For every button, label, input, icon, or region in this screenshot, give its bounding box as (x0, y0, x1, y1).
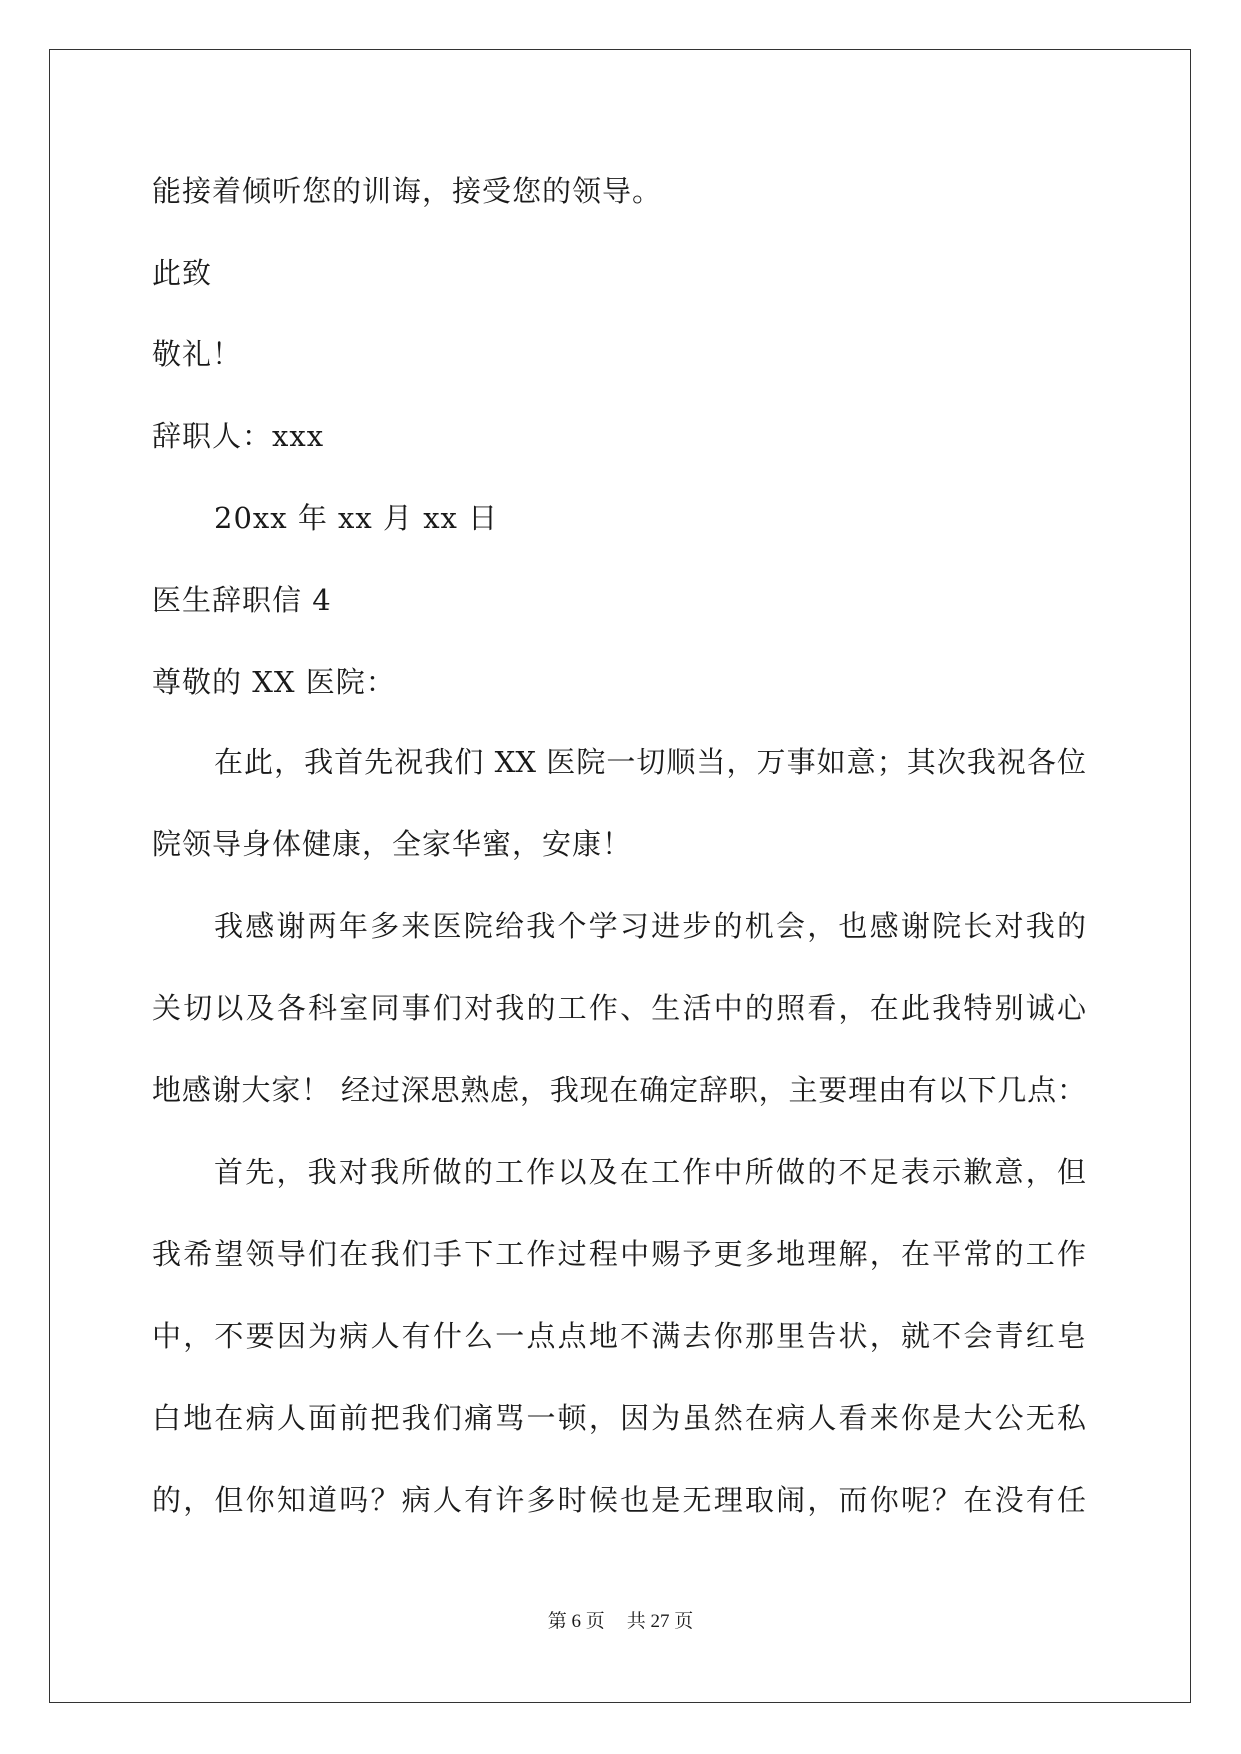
paragraph-line: 的，但你知道吗？病人有许多时候也是无理取闹，而你呢？在没有任 (152, 1483, 1086, 1517)
text-line: 能接着倾听您的训诲，接受您的领导。 (152, 174, 663, 208)
paragraph-line: 首先，我对我所做的工作以及在工作中所做的不足表示歉意，但 (214, 1155, 1086, 1189)
paragraph-line: 中，不要因为病人有什么一点点地不满去你那里告状，就不会青红皂 (152, 1319, 1086, 1353)
text-line: 此致 (152, 256, 213, 290)
paragraph-line: 白地在病人面前把我们痛骂一顿，因为虽然在病人看来你是大公无私 (152, 1401, 1086, 1435)
page-border (49, 49, 1191, 1703)
salutation: 尊敬的 XX 医院： (152, 665, 396, 699)
paragraph-line: 我感谢两年多来医院给我个学习进步的机会，也感谢院长对我的 (214, 909, 1086, 943)
paragraph-line: 我希望领导们在我们手下工作过程中赐予更多地理解，在平常的工作 (152, 1237, 1086, 1271)
paragraph-line: 关切以及各科室同事们对我的工作、生活中的照看，在此我特别诚心 (152, 991, 1086, 1025)
page-number: 第 6 页 (547, 1611, 605, 1632)
letter-title: 医生辞职信 4 (152, 583, 332, 617)
text-line: 敬礼！ (152, 337, 243, 371)
page-total: 共 27 页 (626, 1611, 694, 1632)
paragraph-line: 院领导身体健康，全家华蜜，安康！ (152, 827, 633, 861)
paragraph-line: 地感谢大家！ 经过深思熟虑，我现在确定辞职，主要理由有以下几点： (152, 1073, 1086, 1107)
signature-line: 辞职人：xxx (152, 419, 325, 453)
date-line: 20xx 年 xx 月 xx 日 (214, 501, 499, 535)
page-footer (0, 1610, 1241, 1634)
paragraph-line: 在此，我首先祝我们 XX 医院一切顺当，万事如意；其次我祝各位 (214, 745, 1086, 779)
